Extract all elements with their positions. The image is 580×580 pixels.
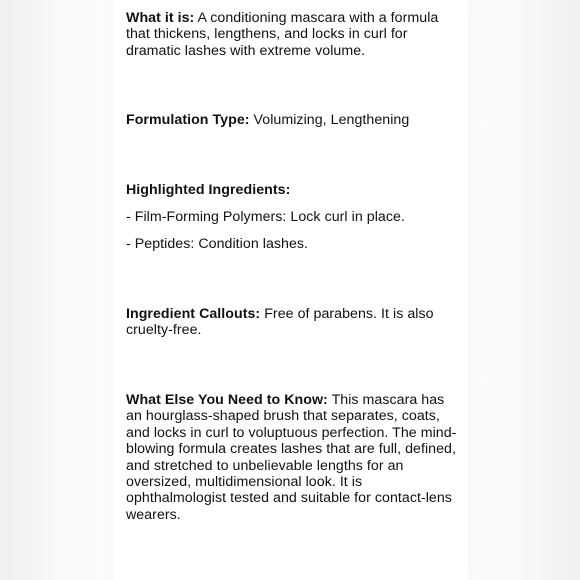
what-else-text: This mascara has an hourglass-shaped brush that separates, coats, and locks in curl to voluptuous perfection. The mind-blowing formula creates lashes that are full, defined, and stretched to unbelievable lengths for an oversized, multidimensional look. It is ophthalmologist tested and suitable for contact-lens wearers. — [126, 392, 457, 523]
what-it-is-paragraph — [126, 10, 464, 59]
formulation-type-label: Formulation Type: — [126, 112, 250, 128]
ingredient-callouts-section — [126, 306, 464, 339]
what-it-is-section — [126, 10, 464, 59]
what-else-paragraph — [126, 392, 464, 523]
highlighted-ingredients-section — [126, 182, 290, 198]
formulation-type-paragraph — [126, 112, 409, 128]
what-else-label: What Else You Need to Know: — [126, 392, 328, 408]
formulation-type-section — [126, 112, 409, 128]
ingredient-callouts-label: Ingredient Callouts: — [126, 306, 261, 322]
product-details-sheet — [113, 0, 468, 580]
what-else-section — [126, 392, 464, 523]
ingredient-peptides: - Peptides: Condition lashes. — [126, 236, 309, 252]
highlighted-ingredients-label: Highlighted Ingredients: — [126, 182, 291, 198]
what-it-is-label: What it is: — [126, 10, 195, 26]
ingredient-callouts-paragraph — [126, 306, 464, 339]
ingredient-list-item — [126, 209, 405, 225]
what-it-is-text: A conditioning mascara with a formula that thickens, lengthens, and locks in curl for dramatic lashes with extreme volume. — [126, 10, 439, 59]
ingredient-film-forming-polymers: - Film-Forming Polymers: Lock curl in place. — [126, 209, 405, 225]
ingredient-list-item — [126, 236, 308, 252]
ingredient-callouts-text: Free of parabens. It is also cruelty-free. — [126, 306, 434, 339]
formulation-type-text: Volumizing, Lengthening — [249, 112, 410, 128]
highlighted-ingredients-heading — [126, 182, 290, 198]
